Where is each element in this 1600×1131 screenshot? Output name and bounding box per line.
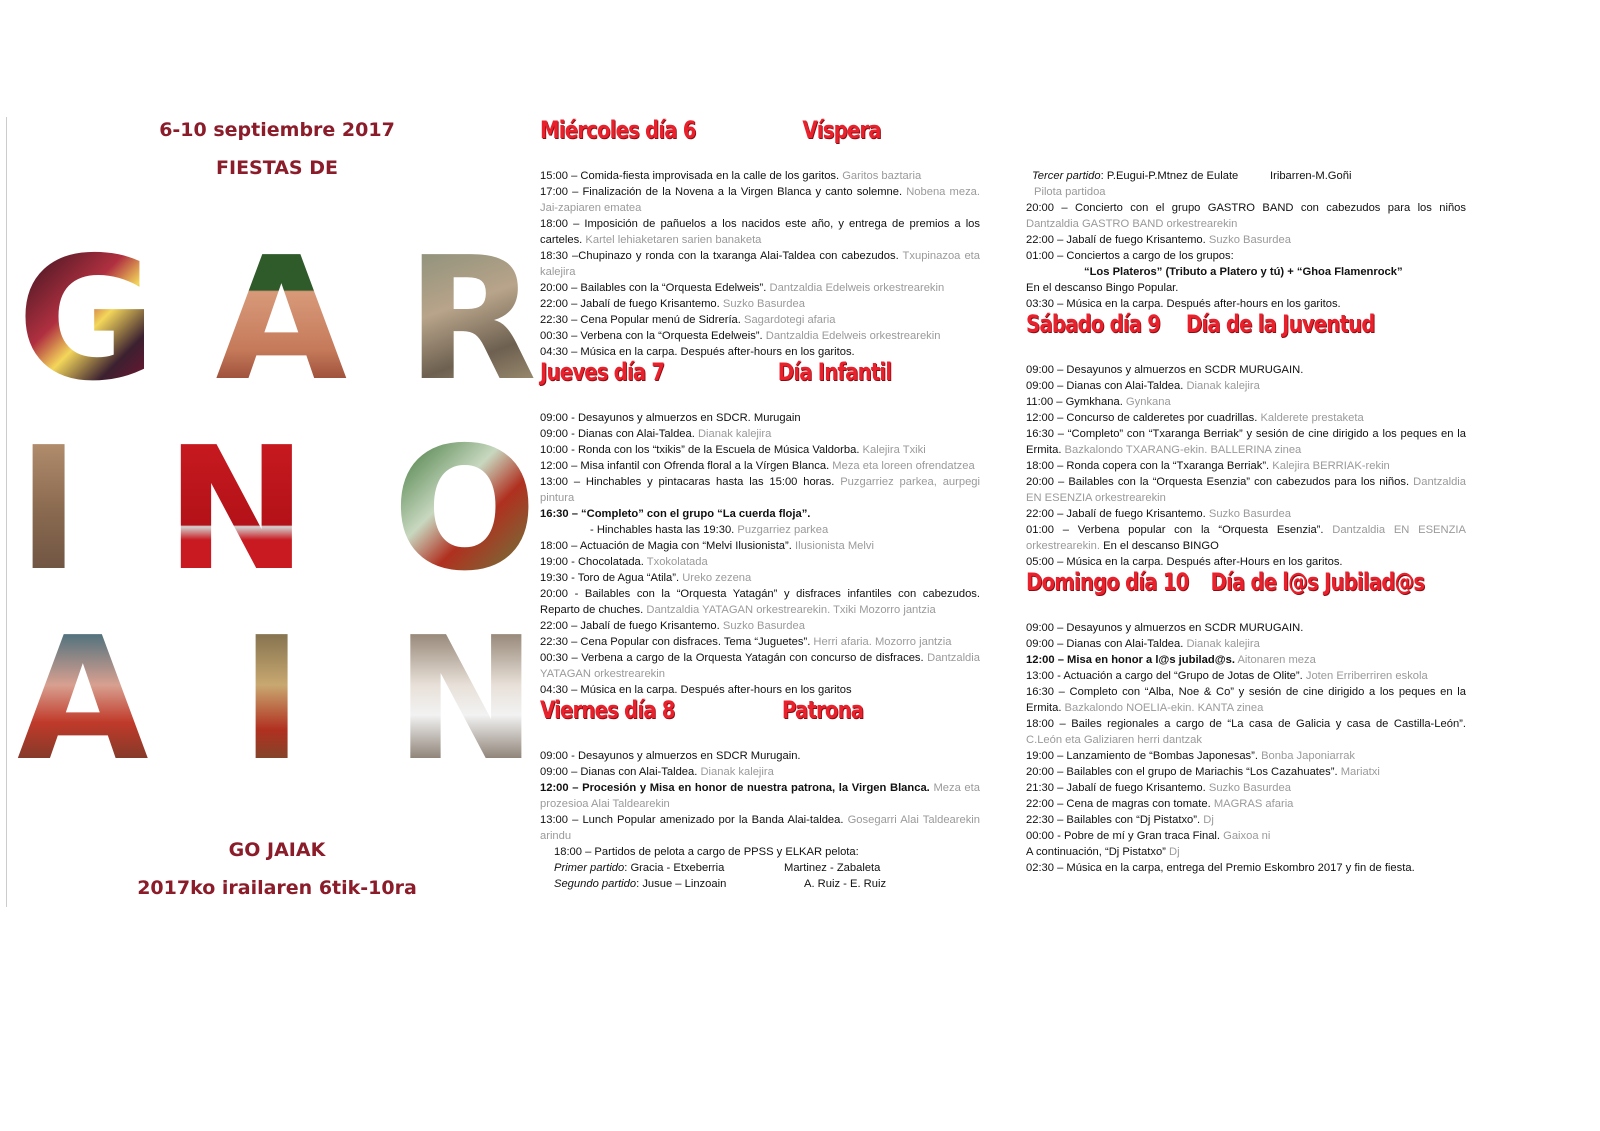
event-line: 13:00 - Actuación a cargo del “Grupo de Jotas de Olite”. Joten Erriberriren eskola [1026,670,1428,682]
event-line: 18:00 – Bailes regionales a cargo de “La casa de Galicia y casa de Castilla-León”. C.León eta Galiziaren herri dantzak [1026,718,1466,746]
event-line: 22:00 – Cena de magras con tomate. MAGRAS afaria [1026,798,1294,810]
event-line: 19:30 - Toro de Agua “Atila”. Ureko zezena [540,572,752,584]
event-line: 16:30 – “Completo” con “Txaranga Berriak” y sesión de cine dirigido a los peques en la Ermita. Bazkalondo TXARANG-ekin. BALLERINA zinea [1026,428,1466,456]
event-line: 20:00 – Bailables con el grupo de Mariachis “Los Cazahuates”. Mariatxi [1026,766,1380,778]
event-line: 09:00 - Dianas con Alai-Taldea. Dianak kalejira [540,428,772,440]
day-header-saturday [1026,310,1469,350]
day-title: Jueves día 7 [540,358,665,386]
event-line: 12:00 – Concurso de calderetes por cuadrillas. Kalderete prestaketa [1026,412,1364,424]
event-line: 18:00 – Partidos de pelota a cargo de PPSS y ELKAR pelota: [554,846,859,858]
event-line: 12:00 – Misa infantil con Ofrenda floral a la Vírgen Blanca. Meza eta loreen ofrendatzea [540,460,975,472]
event-line: 16:30 – “Completo” con el grupo “La cuerda floja”. [540,508,811,520]
day-header-wednesday [540,116,983,156]
event-line: 12:00 – Procesión y Misa en honor de nuestra patrona, la Virgen Blanca. Meza eta prozesioa Alai Taldearekin [540,782,980,810]
day-header-thursday [540,358,983,398]
event-line: 13:00 – Lunch Popular amenizado por la Banda Alai-taldea. Gosegarri Alai Taldearekin arindu [540,814,981,842]
concert-groups: “Los Plateros” (Tributo a Platero y tú) + “Ghoa Flamenrock” [1084,266,1403,278]
poster-iraila: 2017ko irailaren 6tik-10ra [137,877,417,899]
event-line: 09:00 – Desayunos y almuerzos en SCDR MURUGAIN. [1026,364,1304,376]
event-line: - Hinchables hasta las 19:30. Puzgarriez parkea [590,524,829,536]
poster-letter: N [394,601,537,799]
event-line: 13:00 – Hinchables y pintacaras hasta las 15:00 horas. Puzgarriez parkea, aurpegi pintura [540,476,981,504]
poster-letter: A [215,221,348,419]
poster-word-gar [17,221,537,419]
poster-letter: I [17,411,81,609]
day-title: Viernes día 8 [540,696,675,724]
saturday-events [1026,362,1466,570]
event-line: 03:30 – Música en la carpa. Después after-hours en los garitos. [1026,298,1341,310]
event-line: En el descanso Bingo Popular. [1026,282,1179,294]
poster-letter: I [240,601,304,799]
event-line: 18:30 –Chupinazo y ronda con la txaranga Alai-Taldea con cabezudos. Txupinazoa eta kalejira [540,250,980,278]
event-line: 22:00 – Jabalí de fuego Krisantemo. Suzko Basurdea [1026,508,1291,520]
event-line: 20:00 – Concierto con el grupo GASTRO BAND con cabezudos para los niños Dantzaldia GASTRO BAND orkestrearekin [1026,202,1466,230]
event-line: 18:00 – Imposición de pañuelos a los nacidos este año, y entrega de premios a los carteles. Kartel lehiaketaren sarien banaketa [540,218,980,246]
event-line: 09:00 – Dianas con Alai-Taldea. Dianak kalejira [1026,380,1260,392]
poster-letter: N [165,411,308,609]
program-column-right [1026,168,1466,876]
event-line: 09:00 – Dianas con Alai-Taldea. Dianak kalejira [1026,638,1260,650]
wednesday-events [540,168,980,360]
friday-events [540,748,980,892]
event-line: 17:00 – Finalización de la Novena a la Virgen Blanca y canto solemne. Nobena meza. Jai-zapiaren ematea [540,186,980,214]
day-header-sunday [1026,568,1469,608]
day-theme: Día Infantil [777,358,892,386]
event-line: 05:00 – Música en la carpa. Después after-Hours en los garitos. [1026,556,1343,568]
event-line: 00:00 - Pobre de mí y Gran traca Final. Gaixoa ni [1026,830,1271,842]
pelota-basque: Pilota partidoa [1034,186,1106,198]
event-line: 09:00 - Desayunos y almuerzos en SDCR Murugain. [540,750,801,762]
event-line: 21:30 – Jabalí de fuego Krisantemo. Suzko Basurdea [1026,782,1291,794]
event-line: 20:00 – Bailables con la “Orquesta Esenzia” con cabezudos para los niños. Dantzaldia EN ESENZIA orkestrearekin [1026,476,1467,504]
event-line: 18:00 – Ronda copera con la “Txaranga Berriak”. Kalejira BERRIAK-rekin [1026,460,1390,472]
poster-letter: G [17,221,157,419]
event-line: 09:00 – Dianas con Alai-Taldea. Dianak kalejira [540,766,774,778]
event-line: 09:00 – Desayunos y almuerzos en SCDR MURUGAIN. [1026,622,1304,634]
event-line: 22:00 – Jabalí de fuego Krisantemo. Suzko Basurdea [1026,234,1291,246]
event-line: 00:30 – Verbena a cargo de la Orquesta Yatagán con concurso de disfraces. Dantzaldia YATAGAN orkestrearekin [540,652,980,680]
event-line: 22:30 – Cena Popular con disfraces. Tema “Juguetes”. Herri afaria. Mozorro jantzia [540,636,952,648]
day-header-friday [540,696,983,736]
poster-word-ino [17,411,537,609]
pelota-match-1: Primer partido: Gracia - Etxeberria Martinez - Zabaleta [554,862,881,874]
event-line: 15:00 – Comida-fiesta improvisada en la calle de los garitos. Garitos baztaria [540,170,922,182]
poster-word-ain [17,601,537,799]
event-line: 09:00 - Desayunos y almuerzos en SDCR. Murugain [540,412,801,424]
event-line: 19:00 - Chocolatada. Txokolatada [540,556,708,568]
event-line: 01:00 – Conciertos a cargo de los grupos: [1026,250,1234,262]
event-line: 16:30 – Completo con “Alba, Noe & Co” y sesión de cine dirigido a los peques en la Ermita. Bazkalondo NOELIA-ekin. KANTA zinea [1026,686,1466,714]
poster-letter: A [17,601,149,799]
event-line: 10:00 - Ronda con los “txikis” de la Escuela de Música Valdorba. Kalejira Txiki [540,444,926,456]
poster-date: 6-10 septiembre 2017 [159,119,395,141]
event-line: A continuación, “Dj Pistatxo” Dj [1026,846,1180,858]
event-line: 00:30 – Verbena con la “Orquesta Edelweis”. Dantzaldia Edelweis orkestrearekin [540,330,941,342]
event-line: 20:00 – Bailables con la “Orquesta Edelweis”. Dantzaldia Edelweis orkestrearekin [540,282,945,294]
pelota-match-3: Tercer partido: P.Eugui-P.Mtnez de Eulate Iribarren-M.Goñi [1032,170,1352,182]
event-line: 01:00 – Verbena popular con la “Orquesta Esenzia”. Dantzaldia EN ESENZIA orkestrearekin. En el descanso BINGO [1026,524,1466,552]
event-line: 22:00 – Jabalí de fuego Krisantemo. Suzko Basurdea [540,298,805,310]
thursday-events [540,410,980,698]
day-theme: Día de l@s Jubilad@s [1210,568,1425,596]
event-line: 04:30 – Música en la carpa. Después after-hours en los garitos. [540,346,855,358]
event-line: 22:30 – Cena Popular menú de Sidrería. Sagardotegi afaria [540,314,836,326]
day-theme: Patrona [781,696,864,724]
pelota-match-2: Segundo partido: Jusue – Linzoain A. Ruiz - E. Ruiz [554,878,887,890]
event-line: 12:00 – Misa en honor a l@s jubilad@s. Aitonaren meza [1026,654,1316,666]
event-line: 20:00 - Bailables con la “Orquesta Yatagán” y disfraces infantiles con cabezudos. Reparto de chuches. Dantzaldia YATAGAN orkestrearekin. Txiki Mozorro jantzia [540,588,980,616]
event-line: 02:30 – Música en la carpa, entrega del Premio Eskombro 2017 y fin de fiesta. [1026,862,1415,874]
day-title: Sábado día 9 [1026,310,1161,338]
poster-letter: R [406,221,537,419]
day-theme: Día de la Juventud [1185,310,1375,338]
day-title: Domingo día 10 [1026,568,1189,596]
fiestas-poster [6,117,535,907]
sunday-events [1026,620,1466,876]
day-title: Miércoles día 6 [540,116,696,144]
poster-go-jaiak: GO JAIAK [228,839,326,861]
event-line: 22:00 – Jabalí de fuego Krisantemo. Suzko Basurdea [540,620,805,632]
poster-fiestas-label: FIESTAS DE [216,157,338,179]
event-line: 18:00 – Actuación de Magia con “Melvi Ilusionista”. Ilusionista Melvi [540,540,874,552]
event-line: 22:30 – Bailables con “Dj Pistatxo”. Dj [1026,814,1214,826]
day-theme: Víspera [802,116,881,144]
poster-letter: O [392,411,537,609]
event-line: 04:30 – Música en la carpa. Después after-hours en los garitos [540,684,852,696]
event-line: 11:00 – Gymkhana. Gynkana [1026,396,1171,408]
event-line: 19:00 – Lanzamiento de “Bombas Japonesas”. Bonba Japoniarrak [1026,750,1356,762]
program-column-left [540,118,980,892]
